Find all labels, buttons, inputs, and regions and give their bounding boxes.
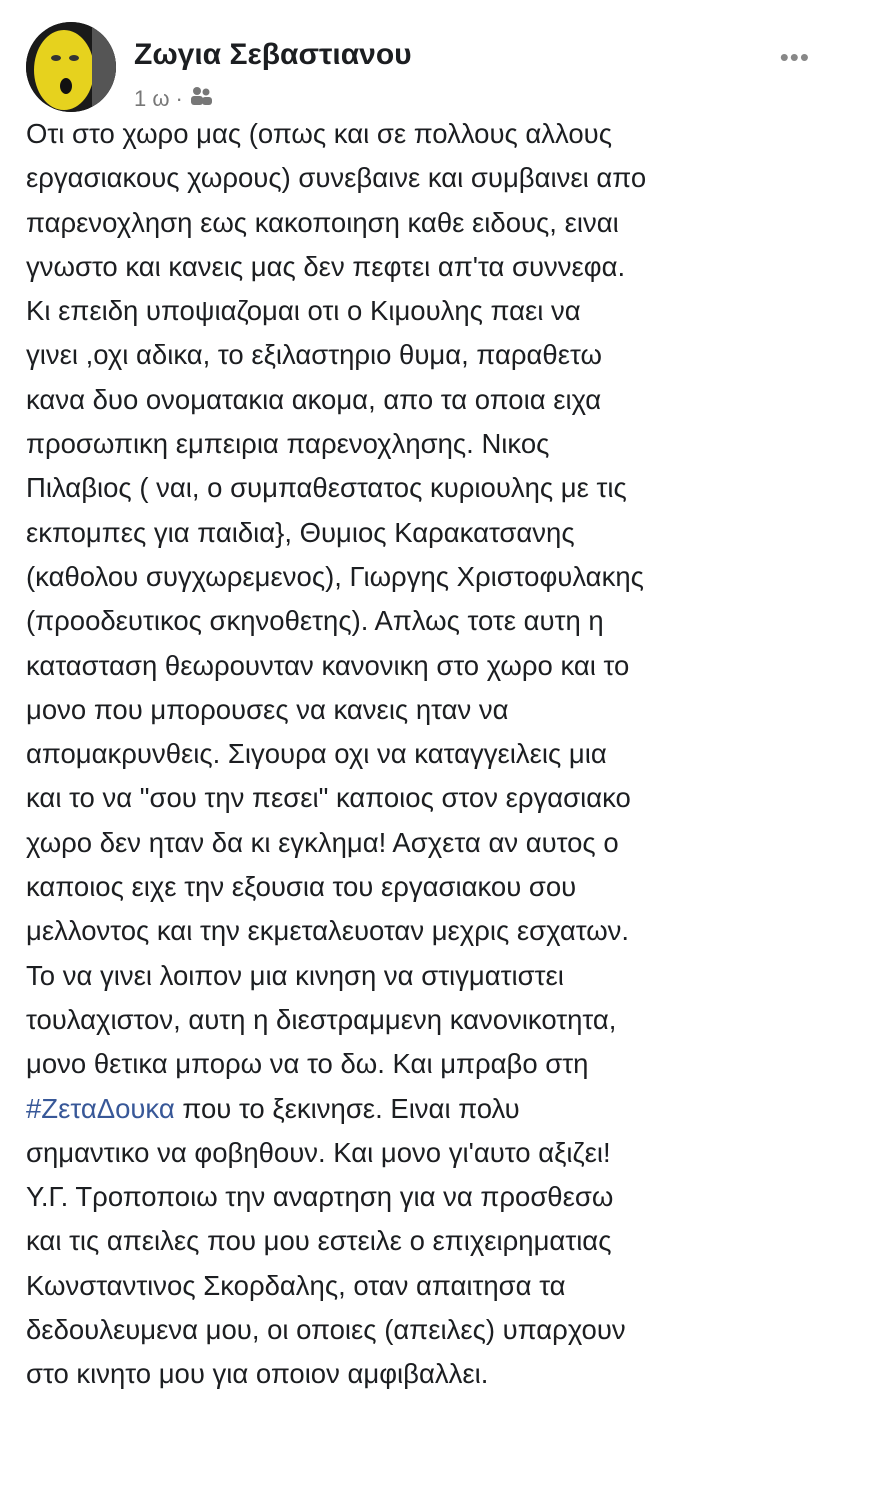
post-line: Κι επειδη υποψιαζομαι οτι ο Κιμουλης παει να bbox=[26, 295, 581, 327]
post-line: Οτι στο χωρο μας (οπως και σε πολλους αλλους bbox=[26, 118, 612, 149]
post-line: γινει ,οχι αδικα, το εξιλαστηριο θυμα, παραθετω bbox=[26, 339, 602, 371]
post-line bbox=[26, 1087, 646, 1131]
post-line: Υ.Γ. Τροποποιω την αναρτηση για να προσθεσω bbox=[26, 1181, 614, 1213]
post-line-text: που το ξεκινησε. Ειναι πολυ bbox=[174, 1092, 520, 1124]
post-line: και τις απειλες που μου εστειλε ο επιχειρηματιας bbox=[26, 1225, 612, 1257]
post-line: χωρο δεν ηταν δα κι εγκλημα! Ασχετα αν αυτος ο bbox=[26, 826, 619, 858]
post-line: εκπομπες για παιδια}, Θυμιος Καρακατσανης bbox=[26, 516, 575, 548]
post-line: Το να γινει λοιπον μια κινηση να στιγματιστει bbox=[26, 959, 564, 991]
post-line: εργασιακους χωρους) συνεβαινε και συμβαινει απο bbox=[26, 162, 647, 194]
post-line: μελλοντος και την εκμεταλευοταν μεχρις εσχατων. bbox=[26, 915, 630, 947]
author-avatar[interactable] bbox=[26, 22, 116, 112]
friends-icon bbox=[189, 86, 213, 112]
post-line: καποιος ειχε την εξουσια του εργασιακου σου bbox=[26, 871, 577, 903]
post-text bbox=[26, 112, 646, 1397]
post-line: (προοδευτικος σκηνοθετης). Απλως τοτε αυτη η bbox=[26, 605, 604, 637]
post-line: κανα δυο ονοματακια ακομα, απο τα οποια ειχα bbox=[26, 383, 602, 415]
post-line: γνωστο και κανεις μας δεν πεφτει απ'τα συννεφα. bbox=[26, 250, 626, 282]
post-line: (καθολου συγχωρεμενος), Γιωργης Χριστοφυλακης bbox=[26, 560, 644, 592]
post-line: Πιλαβιος ( ναι, ο συμπαθεστατος κυριουλης με τις bbox=[26, 472, 627, 504]
post-line: μονο θετικα μπορω να το δω. Και μπραβο στη bbox=[26, 1048, 589, 1080]
post-line: στο κινητο μου για οποιον αμφιβαλλει. bbox=[26, 1358, 489, 1390]
meta-separator: · bbox=[175, 86, 183, 111]
post-meta bbox=[134, 86, 213, 112]
post-header bbox=[0, 0, 880, 120]
post-line: δεδουλευμενα μου, οι οποιες (απειλες) υπαρχουν bbox=[26, 1314, 626, 1346]
post-line: κατασταση θεωρουνταν κανονικη στο χωρο και το bbox=[26, 649, 630, 681]
post-line: προσωπικη εμπειρια παρενοχλησης. Νικος bbox=[26, 428, 550, 460]
post-line: σημαντικο να φοβηθουν. Και μονο γι'αυτο αξιζει! bbox=[26, 1136, 611, 1168]
post-time[interactable]: 1 ω bbox=[134, 86, 170, 111]
author-name[interactable]: Ζωγια Σεβαστιανου bbox=[134, 38, 412, 71]
post-line: και το να "σου την πεσει" καποιος στον εργασιακο bbox=[26, 782, 631, 814]
post-line: παρενοχληση εως κακοποιηση καθε ειδους, ειναι bbox=[26, 206, 619, 238]
post-line: τουλαχιστον, αυτη η διεστραμμενη κανονικοτητα, bbox=[26, 1003, 617, 1035]
more-options-button[interactable]: ••• bbox=[779, 42, 810, 72]
hashtag-link[interactable]: #ΖεταΔουκα bbox=[26, 1092, 175, 1124]
post-line: Κωνσταντινος Σκορδαλης, οταν απαιτησα τα bbox=[26, 1269, 566, 1301]
post-line: μονο που μπορουσες να κανεις ηταν να bbox=[26, 693, 509, 725]
post-line: απομακρυνθεις. Σιγουρα οχι να καταγγειλεις μια bbox=[26, 738, 607, 770]
